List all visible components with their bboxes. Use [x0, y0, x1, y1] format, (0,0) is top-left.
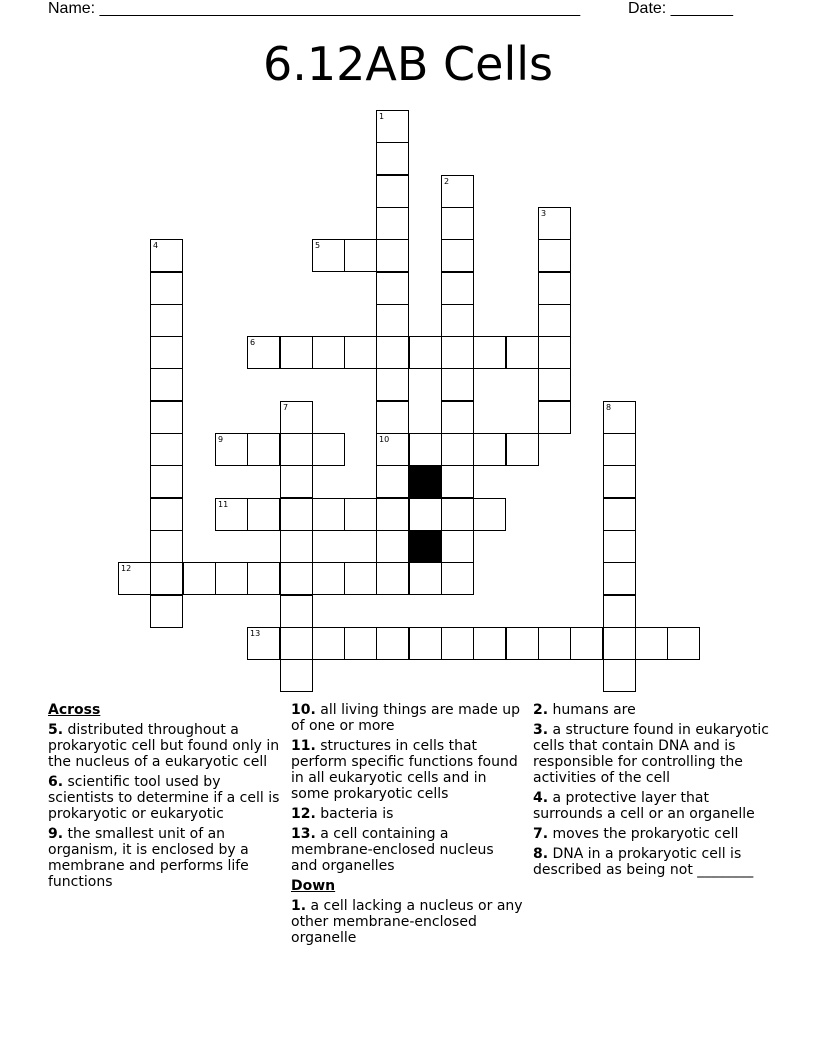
grid-cell[interactable] [376, 433, 409, 466]
blocked-cell [409, 465, 442, 498]
clue-down-8 [533, 846, 771, 878]
grid-cell[interactable] [441, 368, 474, 401]
clue-column-1 [48, 702, 284, 894]
clue-number-label: 5 [315, 241, 321, 250]
clue-text: moves the prokaryotic cell [552, 826, 739, 842]
grid-cell[interactable] [441, 530, 474, 563]
grid-cell[interactable] [312, 627, 345, 660]
grid-cell[interactable] [409, 627, 442, 660]
name-label: Name: ______________________________________________________ [48, 0, 581, 17]
clue-down-1 [291, 898, 523, 946]
grid-cell[interactable] [150, 498, 183, 531]
clue-number-label: 11 [218, 500, 229, 509]
clue-number-label: 3 [541, 209, 547, 218]
grid-cell[interactable] [376, 465, 409, 498]
grid-cell[interactable] [538, 304, 571, 337]
grid-cell[interactable] [376, 207, 409, 240]
blocked-cell [409, 530, 442, 563]
clue-number-label: 2 [444, 177, 450, 186]
clue-number: 6. [48, 774, 64, 790]
grid-cell[interactable] [344, 336, 377, 369]
clue-text: a structure found in eukaryotic cells that contain DNA and is responsible for controlling the activities of the cell [533, 722, 769, 786]
grid-cell[interactable] [150, 239, 183, 272]
clue-column-2 [291, 702, 523, 950]
grid-cell[interactable] [538, 272, 571, 305]
grid-cell[interactable] [376, 304, 409, 337]
clue-down-2 [533, 702, 771, 718]
grid-cell[interactable] [247, 498, 280, 531]
grid-cell[interactable] [280, 659, 313, 692]
clue-down-3 [533, 722, 771, 786]
grid-cell[interactable] [376, 627, 409, 660]
grid-cell[interactable] [376, 368, 409, 401]
grid-cell[interactable] [376, 562, 409, 595]
grid-cell[interactable] [118, 562, 151, 595]
grid-cell[interactable] [376, 175, 409, 208]
grid-cell[interactable] [603, 401, 636, 434]
grid-cell[interactable] [506, 433, 539, 466]
grid-cell[interactable] [473, 433, 506, 466]
grid-cell[interactable] [441, 239, 474, 272]
clue-across-11 [291, 738, 523, 802]
grid-cell[interactable] [312, 239, 345, 272]
clue-number-label: 9 [218, 435, 224, 444]
across-heading: Across [48, 702, 101, 718]
grid-cell[interactable] [441, 498, 474, 531]
grid-cell[interactable] [215, 433, 248, 466]
clue-number-label: 10 [379, 435, 390, 444]
grid-cell[interactable] [473, 498, 506, 531]
clue-number-label: 12 [121, 564, 132, 573]
grid-cell[interactable] [280, 562, 313, 595]
clue-number: 13. [291, 826, 316, 842]
grid-cell[interactable] [441, 465, 474, 498]
grid-cell[interactable] [376, 401, 409, 434]
grid-cell[interactable] [150, 304, 183, 337]
clue-number-label: 6 [250, 338, 256, 347]
clue-text: structures in cells that perform specific functions found in all eukaryotic cells and in some prokaryotic cells [291, 738, 518, 802]
grid-cell[interactable] [603, 433, 636, 466]
grid-cell[interactable] [441, 175, 474, 208]
grid-cell[interactable] [150, 595, 183, 628]
grid-cell[interactable] [280, 401, 313, 434]
grid-cell[interactable] [344, 498, 377, 531]
grid-cell[interactable] [312, 562, 345, 595]
clue-across-13 [291, 826, 523, 874]
grid-cell[interactable] [376, 272, 409, 305]
grid-cell[interactable] [441, 401, 474, 434]
clue-text: a protective layer that surrounds a cell or an organelle [533, 790, 755, 822]
clue-text: DNA in a prokaryotic cell is described as being not ________ [533, 846, 754, 878]
down-heading: Down [291, 878, 336, 894]
grid-cell[interactable] [150, 368, 183, 401]
clue-down-4 [533, 790, 771, 822]
grid-cell[interactable] [441, 304, 474, 337]
clue-number: 5. [48, 722, 64, 738]
clue-column-3 [533, 702, 771, 882]
grid-cell[interactable] [150, 336, 183, 369]
clue-across-6 [48, 774, 284, 822]
grid-cell[interactable] [376, 142, 409, 175]
grid-cell[interactable] [376, 336, 409, 369]
grid-cell[interactable] [441, 207, 474, 240]
grid-cell[interactable] [376, 239, 409, 272]
grid-cell[interactable] [441, 433, 474, 466]
grid-cell[interactable] [376, 530, 409, 563]
grid-cell[interactable] [344, 239, 377, 272]
grid-cell[interactable] [247, 336, 280, 369]
grid-cell[interactable] [150, 272, 183, 305]
grid-cell[interactable] [603, 465, 636, 498]
grid-cell[interactable] [183, 562, 216, 595]
clue-number: 4. [533, 790, 549, 806]
grid-cell[interactable] [667, 627, 700, 660]
clue-number: 1. [291, 898, 307, 914]
clue-number-label: 7 [283, 403, 289, 412]
grid-cell[interactable] [150, 401, 183, 434]
grid-cell[interactable] [312, 433, 345, 466]
grid-cell[interactable] [506, 336, 539, 369]
clue-number: 11. [291, 738, 316, 754]
grid-cell[interactable] [280, 530, 313, 563]
grid-cell[interactable] [409, 433, 442, 466]
grid-cell[interactable] [344, 562, 377, 595]
clue-number: 10. [291, 702, 316, 718]
clue-text: a cell lacking a nucleus or any other membrane-enclosed organelle [291, 898, 523, 946]
grid-cell[interactable] [409, 336, 442, 369]
grid-cell[interactable] [603, 659, 636, 692]
grid-cell[interactable] [280, 433, 313, 466]
grid-cell[interactable] [247, 562, 280, 595]
grid-cell[interactable] [312, 336, 345, 369]
clue-across-10 [291, 702, 523, 734]
grid-cell[interactable] [441, 272, 474, 305]
clue-across-12 [291, 806, 523, 822]
grid-cell[interactable] [247, 433, 280, 466]
grid-cell[interactable] [603, 562, 636, 595]
grid-cell[interactable] [473, 627, 506, 660]
grid-cell[interactable] [570, 627, 603, 660]
clue-text: the smallest unit of an organism, it is enclosed by a membrane and performs life functions [48, 826, 249, 890]
grid-cell[interactable] [538, 401, 571, 434]
clue-number-label: 4 [153, 241, 159, 250]
clue-text: distributed throughout a prokaryotic cell but found only in the nucleus of a eukaryotic cell [48, 722, 280, 770]
grid-cell[interactable] [280, 498, 313, 531]
grid-cell[interactable] [247, 627, 280, 660]
grid-cell[interactable] [280, 595, 313, 628]
grid-cell[interactable] [538, 239, 571, 272]
clue-number-label: 8 [606, 403, 612, 412]
grid-cell[interactable] [150, 562, 183, 595]
grid-cell[interactable] [506, 627, 539, 660]
grid-cell[interactable] [280, 465, 313, 498]
date-label: Date: _______ [628, 0, 733, 17]
clue-text: a cell containing a membrane-enclosed nucleus and organelles [291, 826, 494, 874]
clue-text: humans are [552, 702, 636, 718]
grid-cell[interactable] [280, 627, 313, 660]
clue-number-label: 13 [250, 629, 261, 638]
clue-number: 12. [291, 806, 316, 822]
clue-number-label: 1 [379, 112, 385, 121]
grid-cell[interactable] [538, 627, 571, 660]
grid-cell[interactable] [538, 336, 571, 369]
grid-cell[interactable] [538, 207, 571, 240]
clue-text: bacteria is [320, 806, 394, 822]
clue-number: 7. [533, 826, 549, 842]
clue-text: scientific tool used by scientists to determine if a cell is prokaryotic or eukaryotic [48, 774, 280, 822]
clue-down-7 [533, 826, 771, 842]
page-title: 6.12AB Cells [262, 37, 553, 91]
grid-cell[interactable] [603, 530, 636, 563]
grid-cell[interactable] [409, 498, 442, 531]
grid-cell[interactable] [473, 336, 506, 369]
clue-across-5 [48, 722, 284, 770]
grid-cell[interactable] [150, 433, 183, 466]
clue-number: 3. [533, 722, 549, 738]
clue-text: all living things are made up of one or more [291, 702, 521, 734]
grid-cell[interactable] [280, 336, 313, 369]
grid-cell[interactable] [603, 498, 636, 531]
clue-number: 8. [533, 846, 549, 862]
grid-cell[interactable] [215, 562, 248, 595]
grid-cell[interactable] [312, 498, 345, 531]
grid-cell[interactable] [376, 498, 409, 531]
grid-cell[interactable] [603, 595, 636, 628]
grid-cell[interactable] [150, 465, 183, 498]
grid-cell[interactable] [538, 368, 571, 401]
clue-number: 2. [533, 702, 549, 718]
grid-cell[interactable] [441, 562, 474, 595]
grid-cell[interactable] [603, 627, 636, 660]
grid-cell[interactable] [376, 110, 409, 143]
grid-cell[interactable] [441, 627, 474, 660]
grid-cell[interactable] [344, 627, 377, 660]
clue-number: 9. [48, 826, 64, 842]
clue-across-9 [48, 826, 284, 890]
grid-cell[interactable] [150, 530, 183, 563]
grid-cell[interactable] [215, 498, 248, 531]
grid-cell[interactable] [441, 336, 474, 369]
grid-cell[interactable] [409, 562, 442, 595]
grid-cell[interactable] [635, 627, 668, 660]
